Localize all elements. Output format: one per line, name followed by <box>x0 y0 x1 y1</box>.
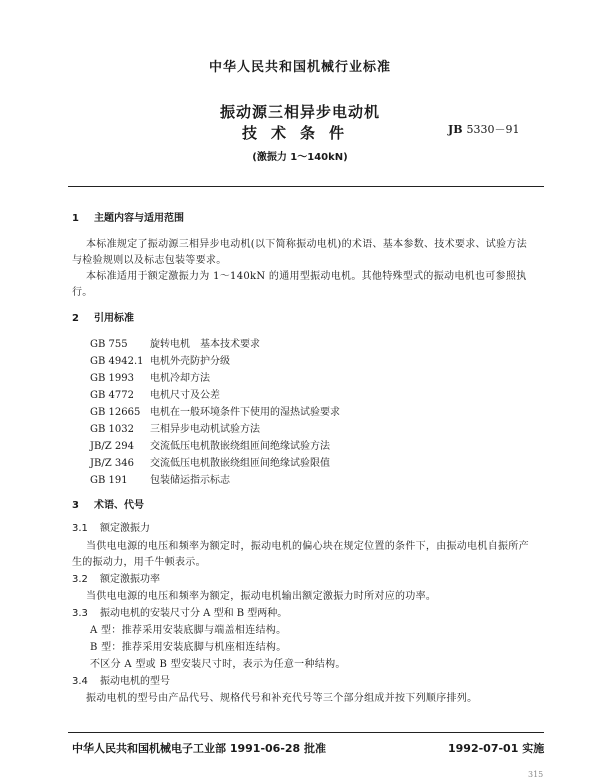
section-3-number: 3 <box>72 500 79 511</box>
clause-3-4-line-1: 振动电机的型号由产品代号、规格代号和补充代号等三个部分组成并按下列顺序排列。 <box>86 693 478 704</box>
document-subtitle: 技术条件 <box>241 124 358 142</box>
reference-item: GB 755 旋转电机 基本技术要求 <box>90 339 260 350</box>
reference-item: GB 4772 电机尺寸及公差 <box>90 390 220 401</box>
clause-3-3-note: 不区分 A 型或 B 型安装尺寸时，表示为任意一种结构。 <box>90 659 346 670</box>
document-title: 振动源三相异步电动机 <box>219 103 380 121</box>
section-2-heading <box>72 309 134 324</box>
standard-code-number: 5330－91 <box>466 123 520 136</box>
clause-3-4-heading: 3.4 振动电机的型号 <box>72 676 170 687</box>
section-1-heading <box>72 209 184 224</box>
reference-item: GB 4942.1 电机外壳防护分级 <box>90 356 230 367</box>
clause-3-2-line-1: 当供电电源的电压和频率为额定，振动电机输出额定激振力时所对应的功率。 <box>86 591 437 602</box>
section-3-title: 术语、代号 <box>94 500 144 511</box>
section-2-number: 2 <box>72 313 79 324</box>
approval-note: 中华人民共和国机械电子工业部 1991-06-28 批准 <box>72 742 327 755</box>
reference-item: GB 1032 三相异步电动机试验方法 <box>90 424 260 435</box>
reference-item: GB 1993 电机冷却方法 <box>90 373 210 384</box>
reference-item: JB/Z 346 交流低压电机散嵌绕组匝间绝缘试验限值 <box>90 458 330 469</box>
clause-3-1-heading: 3.1 额定激振力 <box>72 523 150 534</box>
issuing-authority: 中华人民共和国机械行业标准 <box>208 60 391 75</box>
clause-3-3-heading: 3.3 振动电机的安装尺寸分 A 型和 B 型两种。 <box>72 608 288 619</box>
clause-3-2-heading: 3.2 额定激振功率 <box>72 574 160 585</box>
clause-3-3-type-a: A 型：推荐采用安装底脚与端盖相连结构。 <box>90 625 287 636</box>
clause-3-1-line-1: 当供电电源的电压和频率为额定时，振动电机的偏心块在规定位置的条件下，由振动电机自振所产 <box>86 541 529 552</box>
section-3-heading <box>72 496 144 511</box>
reference-item: GB 191 包装储运指示标志 <box>90 475 230 486</box>
standard-code <box>448 121 520 137</box>
s1-paragraph-2-line-1: 本标准适用于额定激振力为 1～140kN 的通用型振动电机。其他特殊型式的振动电机也可参照执 <box>86 271 527 282</box>
s1-paragraph-1-line-1: 本标准规定了振动源三相异步电动机(以下简称振动电机)的术语、基本参数、技术要求、试验方法 <box>86 239 528 250</box>
document-scope: (激振力 1～140kN) <box>252 152 348 163</box>
clause-3-3-type-b: B 型：推荐采用安装底脚与机座相连结构。 <box>90 642 287 653</box>
clause-3-1-line-2: 生的振动力，用千牛顿表示。 <box>72 557 206 568</box>
effective-date: 1992-07-01 实施 <box>448 742 545 755</box>
standard-code-prefix: JB <box>448 123 463 136</box>
reference-item: JB/Z 294 交流低压电机散嵌绕组匝间绝缘试验方法 <box>90 441 330 452</box>
s1-paragraph-2-line-2: 行。 <box>72 287 93 298</box>
page-number: 315 <box>528 770 544 779</box>
section-1-number: 1 <box>72 213 79 224</box>
s1-paragraph-1-line-2: 与检验规则以及标志包装等要求。 <box>72 255 227 266</box>
section-2-title: 引用标准 <box>94 313 134 324</box>
section-1-title: 主题内容与适用范围 <box>94 213 184 224</box>
header-rule <box>68 186 544 187</box>
reference-item: GB 12665 电机在一般环境条件下使用的湿热试验要求 <box>90 407 340 418</box>
footer-rule <box>68 732 544 733</box>
